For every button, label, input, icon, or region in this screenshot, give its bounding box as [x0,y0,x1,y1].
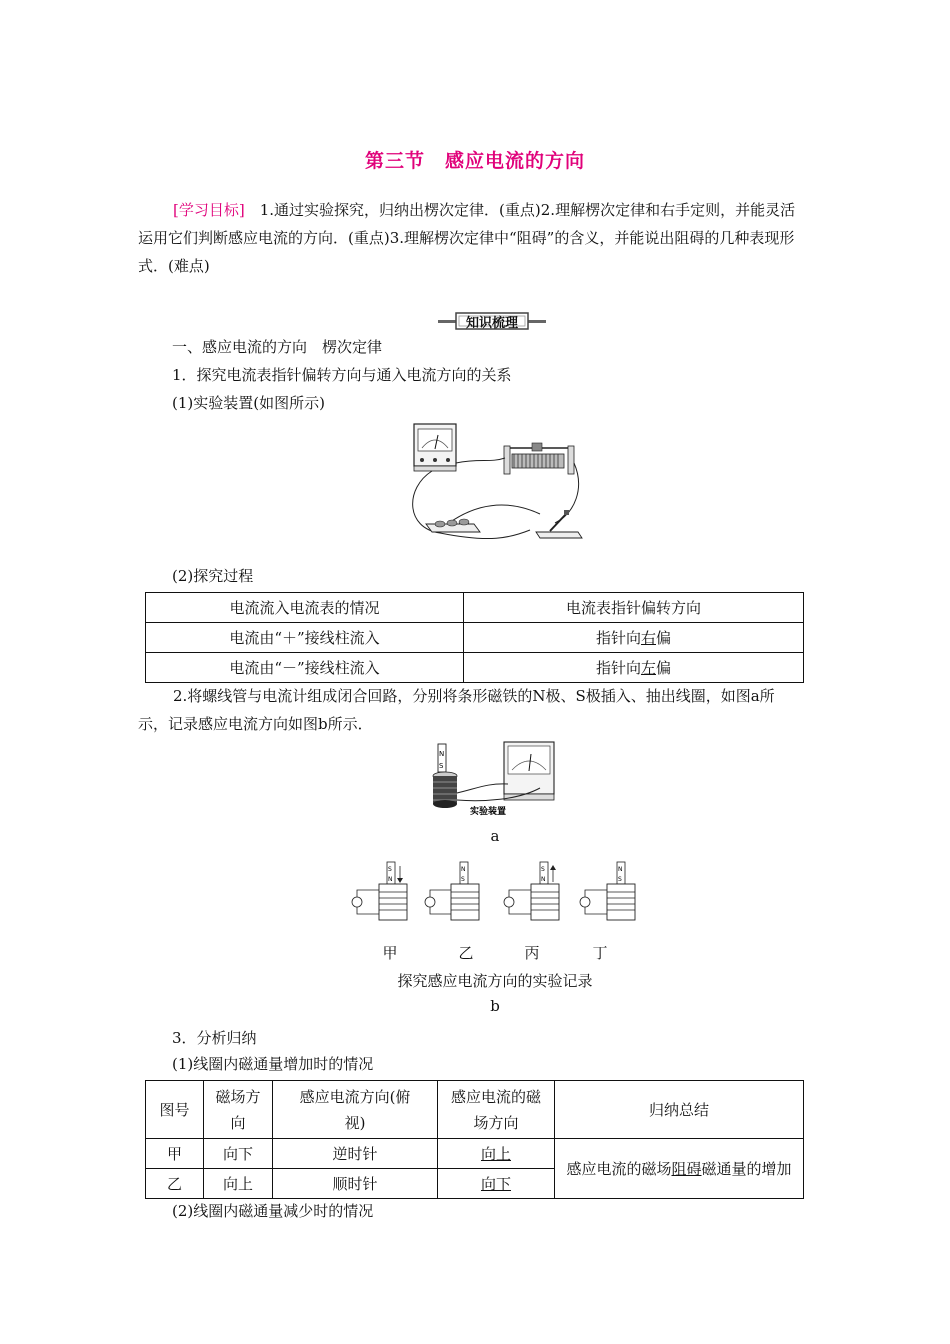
table2-cell: 甲 [146,1139,204,1169]
figure-b-title: 探究感应电流方向的实验记录 [397,972,593,990]
table-row [146,1139,804,1169]
table2-cell [438,1169,555,1199]
page-title: 第三节 感应电流的方向 [364,150,585,172]
item-1: 1．探究电流表指针偏转方向与通入电流方向的关系 [172,366,512,384]
summary-prefix: 感应电流的磁场 [566,1160,672,1178]
table2-summary [555,1139,804,1199]
table1-cell [464,653,804,683]
table2-cell [438,1139,555,1169]
answer-blank: 左 [640,659,656,677]
answer-blank: 右 [640,629,656,647]
table2-header-field: 磁场方向 [204,1081,273,1139]
section-banner [438,311,546,331]
goals-tag: [学习目标] [173,201,245,219]
table2-cell: 向上 [204,1169,273,1199]
goals-text: 1.通过实验探究，归纳出楞次定律．(重点)2.理解楞次定律和右手定则，并能灵活运用它们判断感应电流的方向．(重点)3.理解楞次定律中“阻碍”的含义，并能说出阻碍的几种表现形式．(难点) [138,201,796,275]
table2-header-current: 感应电流方向(俯视) [273,1081,438,1139]
table1-cell: 电流由“－”接线柱流入 [146,653,464,683]
table-row [146,623,804,653]
svg-text:S: S [541,866,545,873]
coil-bing [504,862,559,920]
table-deflection [145,592,804,683]
svg-text:N: N [541,876,546,883]
coil-label-yi: 乙 [458,944,474,962]
table1-header-2: 电流表指针偏转方向 [464,593,804,623]
svg-text:N: N [439,750,445,758]
figure-b-caption: b [490,997,500,1015]
item-2: 2.将螺线管与电流计组成闭合回路，分别将条形磁铁的N极、S极插入、抽出线圈，如图a所示，记录感应电流方向如图b所示． [138,687,775,733]
item-3: 3．分析归纳 [172,1029,257,1047]
item-3a: (1)线圈内磁通量增加时的情况 [172,1055,374,1073]
figure-a-caption: a [490,827,500,845]
svg-text:N: N [388,876,393,883]
summary-suffix: 磁通量的增加 [701,1160,792,1178]
cell-suffix: 偏 [656,659,672,677]
banner-text: 知识梳理 [465,316,518,331]
svg-text:S: S [618,876,622,883]
figure-a-label: 实验装置 [470,807,507,817]
answer-blank: 向上 [480,1145,511,1163]
svg-text:N: N [461,866,466,873]
table2-cell: 顺时针 [273,1169,438,1199]
learning-goals [138,196,804,280]
apparatus-figure [400,418,590,548]
svg-text:S: S [388,866,392,873]
table1-header-1: 电流流入电流表的情况 [146,593,464,623]
coil-label-ding: 丁 [592,944,608,962]
figure-a-apparatus [428,738,560,820]
table2-header-induced: 感应电流的磁场方向 [438,1081,555,1139]
item-1a: (1)实验装置(如图所示) [172,394,325,412]
item-1b: (2)探究过程 [172,567,254,585]
table-flux-increase [145,1080,804,1199]
answer-blank: 向下 [480,1175,511,1193]
answer-blank: 阻碍 [671,1160,702,1178]
svg-text:S: S [439,762,444,770]
cell-prefix: 指针向 [595,659,641,677]
cell-suffix: 偏 [656,629,672,647]
coil-label-bing: 丙 [524,944,540,962]
cell-prefix: 指针向 [595,629,641,647]
coil-jia [352,862,407,920]
coil-ding [580,862,635,920]
coil-label-jia: 甲 [382,944,398,962]
table2-cell: 乙 [146,1169,204,1199]
table1-cell [464,623,804,653]
figure-b-coils [345,858,645,930]
svg-text:S: S [461,876,465,883]
table2-header-summary: 归纳总结 [555,1081,804,1139]
section-heading-1: 一、感应电流的方向 楞次定律 [172,338,383,356]
table2-header-id: 图号 [146,1081,204,1139]
table1-cell: 电流由“＋”接线柱流入 [146,623,464,653]
item-3b: (2)线圈内磁通量减少时的情况 [172,1202,374,1220]
table2-cell: 逆时针 [273,1139,438,1169]
coil-yi [425,862,479,920]
svg-text:N: N [618,866,623,873]
table-row [146,653,804,683]
table2-cell: 向下 [204,1139,273,1169]
